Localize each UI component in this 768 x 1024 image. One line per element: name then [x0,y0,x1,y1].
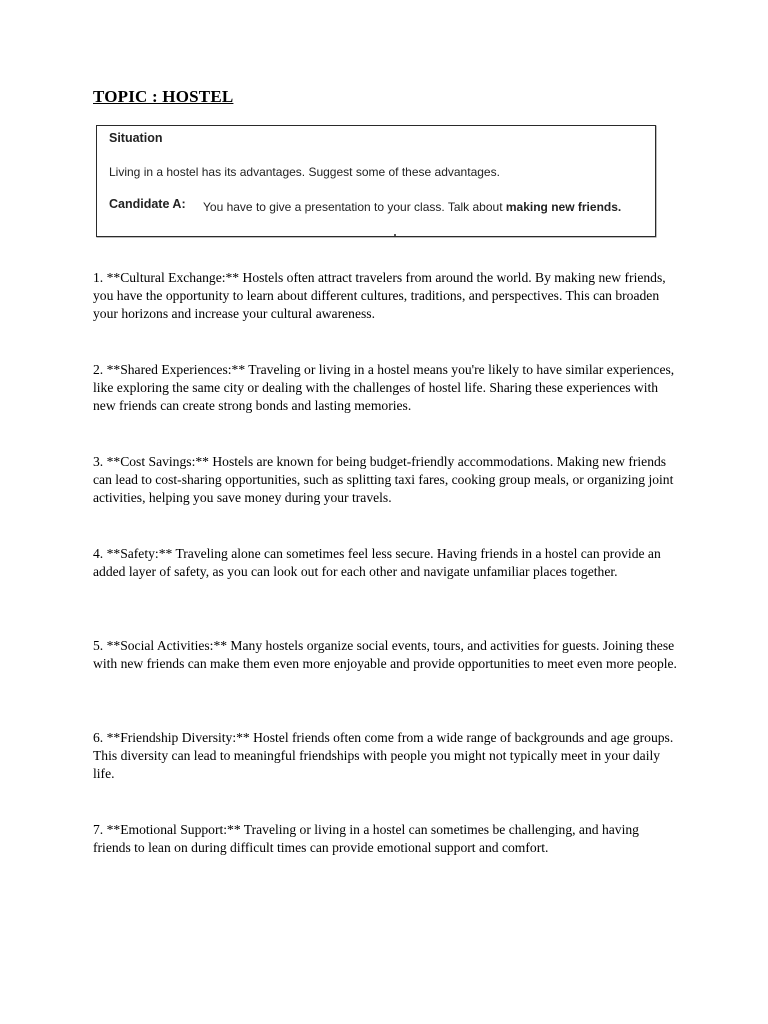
candidate-label: Candidate A: [109,197,186,211]
candidate-topic: making new friends. [505,200,622,214]
point-safety: 4. **Safety:** Traveling alone can sometimes feel less secure. Having friends in a hostel can provide an added layer of safety, as you can look out for each other and navigate unfamiliar places together. [93,546,661,579]
scan-mark [394,234,396,236]
point-cost-savings: 3. **Cost Savings:** Hostels are known for being budget-friendly accommodations. Making new friends can lead to cost-sharing opportunities, such as splitting taxi fares, cooking group meals, or organizing joint activities, helping you save money during your travels. [93,454,674,505]
candidate-instruction [203,199,643,215]
point-shared-experiences: 2. **Shared Experiences:** Traveling or living in a hostel means you're likely to have similar experiences, like exploring the same city or dealing with the challenges of hostel life. Sharing these experiences with new friends can create strong bonds and lasting memories. [93,362,675,413]
situation-heading: Situation [109,131,163,145]
situation-text: Living in a hostel has its advantages. Suggest some of these advantages. [109,165,500,179]
point-cultural-exchange: 1. **Cultural Exchange:** Hostels often attract travelers from around the world. By making new friends, you have the opportunity to learn about different cultures, traditions, and perspectives. This can broaden your horizons and increase your cultural awareness. [93,270,666,321]
candidate-text: You have to give a presentation to your class. Talk about [203,200,506,214]
point-friendship-diversity: 6. **Friendship Diversity:** Hostel friends often come from a wide range of backgrounds and age groups. This diversity can lead to meaningful friendships with people you might not typically meet in your daily life. [93,730,674,781]
situation-box [96,125,656,237]
point-emotional-support: 7. **Emotional Support:** Traveling or living in a hostel can sometimes be challenging, and having friends to lean on during difficult times can provide emotional support and comfort. [93,822,639,855]
page-title: TOPIC : HOSTEL [93,87,234,106]
point-social-activities: 5. **Social Activities:** Many hostels organize social events, tours, and activities for guests. Joining these with new friends can make them even more enjoyable and provide opportunities to meet even more people. [93,638,677,671]
